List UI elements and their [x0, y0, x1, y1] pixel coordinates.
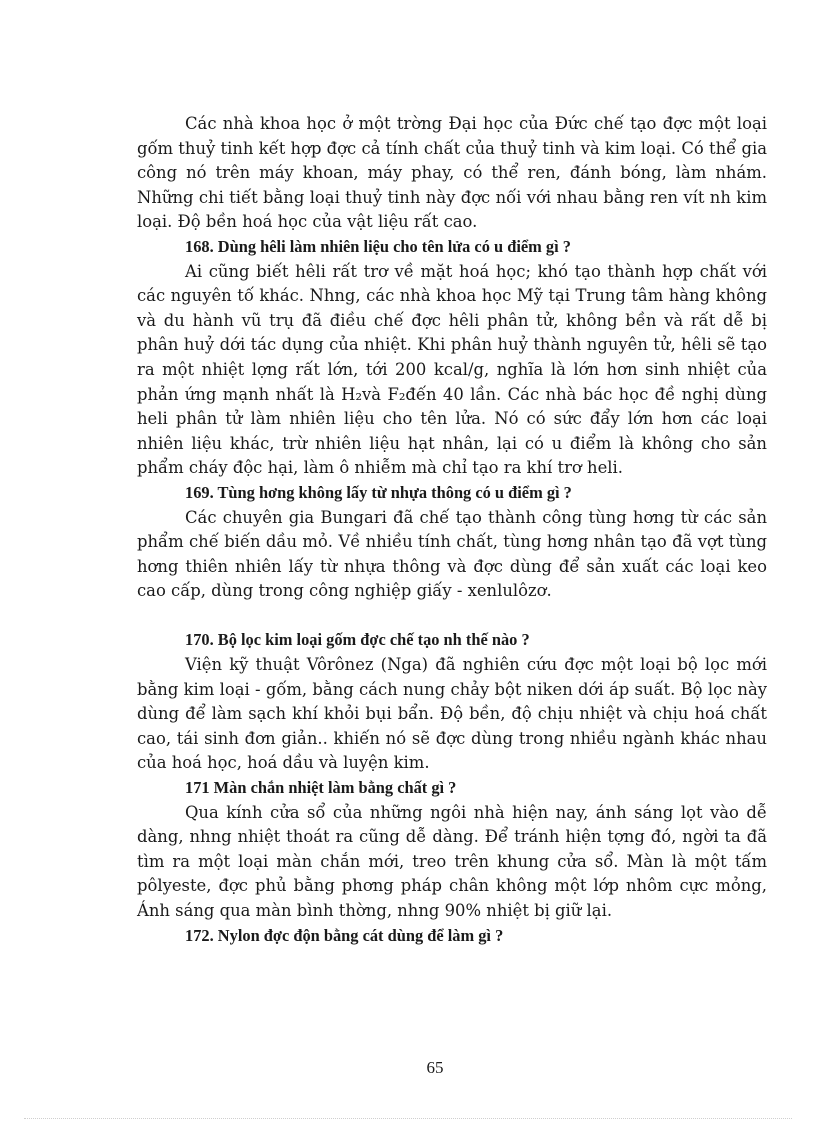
page-bottom-divider [24, 1118, 792, 1119]
heading-171: 171 Màn chắn nhiệt làm bằng chất gì ? [185, 778, 457, 798]
page-number: 65 [426, 1058, 444, 1077]
heading-170: 170. Bộ lọc kim loại gốm đợc chế tạo nh thế nào ? [185, 630, 530, 650]
heading-169: 169. Tùng hơng không lấy từ nhựa thông có u điểm gì ? [185, 482, 572, 502]
paragraph-gom-thuy-tinh: Các nhà khoa học ở một trờng Đại học của Đức chế tạo đợc một loại gốm thuỷ tinh kết hợp đợc cả tính chất của thuỷ tinh và kim loại. Có thể gia công nó trên máy khoan, máy phay, có thể ren, đánh bóng, làm nhám. Những chi tiết bằng loại thuỷ tinh này đợc nối với nhau bằng ren vít nh kim loại. Độ bền hoá học của vật liệu rất cao. [137, 114, 767, 232]
paragraph-tung-huong: Các chuyên gia Bungari đã chế tạo thành công tùng hơng từ các sản phẩm chế biến dầu mỏ. Về nhiều tính chất, tùng hơng nhân tạo đã vợt tùng hơng thiên nhiên lấy từ nhựa thông và đợc dùng để sản xuất các loại keo cao cấp, dùng trong công nghiệp giấy - xenlulôzơ. [137, 507, 767, 601]
heading-172: 172. Nylon đợc độn bằng cát dùng để làm gì ? [185, 925, 504, 945]
paragraph-heli: Ai cũng biết hêli rất trơ về mặt hoá học; khó tạo thành hợp chất với các nguyên tố khác. Nhng, các nhà khoa học Mỹ tại Trung tâm hàng không và du hành vũ trụ đã điều chế đợc hêli phân tử, không bền và rất dễ bị phân huỷ dới tác dụng của nhiệt. Khi phân huỷ thành nguyên tử, hêli sẽ tạo ra một nhiệt lợng rất lớn, tới 200 kcal/g, nghĩa là lớn hơn sinh nhiệt của phản ứng mạnh nhất là H₂và F₂đến 40 lần. Các nhà bác học đề nghị dùng heli phân tử làm nhiên liệu cho tên lửa. Nó có sức đẩy lớn hơn các loại nhiên liệu khác, trừ nhiên liệu hạt nhân, lại có u điểm là không cho sản phẩm cháy độc hại, làm ô nhiễm mà chỉ tạo ra khí trơ heli. [137, 261, 767, 478]
section-gap [137, 604, 767, 629]
heading-168: 168. Dùng hêli làm nhiên liệu cho tên lửa có u điểm gì ? [185, 236, 571, 256]
paragraph-man-chan: Qua kính cửa sổ của những ngôi nhà hiện nay, ánh sáng lọt vào dễ dàng, nhng nhiệt thoát ra cũng dễ dàng. Để tránh hiện tợng đó, ngời ta đã tìm ra một loại màn chắn mới, treo trên khung cửa sổ. Màn là một tấm pôlyeste, đợc phủ bằng phơng pháp chân không một lớp nhôm cực mỏng, Ánh sáng qua màn bình thờng, nhng 90% nhiệt bị giữ lại. [137, 802, 767, 920]
page-content [137, 112, 767, 948]
paragraph-bo-loc: Viện kỹ thuật Vôrônez (Nga) đã nghiên cứu đợc một loại bộ lọc mới bằng kim loại - gốm, bằng cách nung chảy bột niken dới áp suất. Bộ lọc này dùng để làm sạch khí khỏi bụi bẩn. Độ bền, độ chịu nhiệt và chịu hoá chất cao, tái sinh đơn giản.. khiến nó sẽ đợc dùng trong nhiều ngành khác nhau của hoá học, hoá dầu và luyện kim. [137, 655, 767, 773]
